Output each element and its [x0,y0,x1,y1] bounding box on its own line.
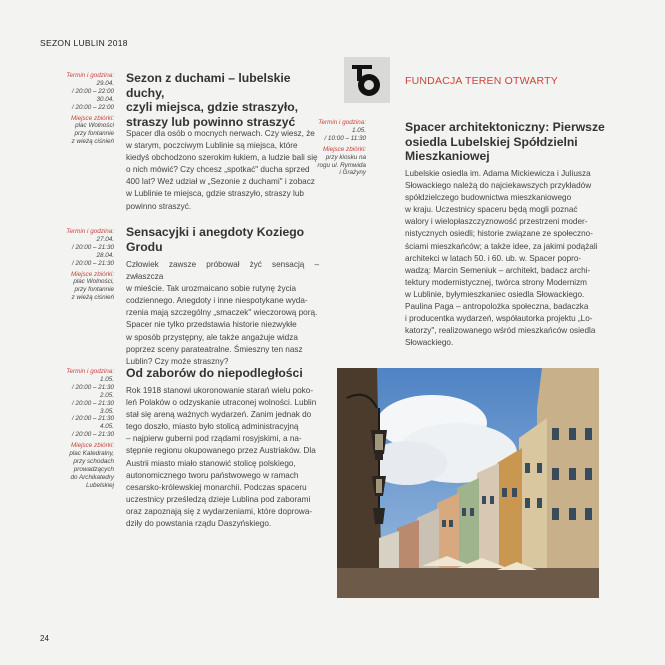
meta-value: / 20:00 – 21:30 [71,383,114,391]
meta-value: 2.05. [99,391,114,399]
event-description [126,128,319,213]
text-line: w sposób przystępny, ale także angażuje widza [126,332,298,342]
text-line: w starym, poczciwym Lublinie są miejsca, które [126,141,298,151]
text-line: Sensacyjki i anegdoty Koziego [126,225,305,239]
text-line: walory i wielopłaszczyznowość przestrzeni moder- [405,217,588,227]
text-line: w mieście. Tak urozmaicano sobie rutynę życia [126,284,297,294]
meta-value: / 20:00 – 22:00 [71,87,114,95]
teren-otwarty-logo-icon [344,57,390,103]
text-line: w kraju. Uczestnicy spaceru będą mogli poznać [405,205,578,215]
meta-value: / 20:00 – 21:30 [71,243,114,251]
text-line: architekci w latach 50. i 60. ub. w. Spacer popro- [405,253,582,263]
meta-value: plac Wolności [75,122,114,130]
text-line: Lublin? Czy może straszny? [126,356,229,366]
text-line: nistycznych osiedli; historie związane ze społeczno- [405,229,593,239]
meta-value: / 20:00 – 21:30 [71,431,114,439]
text-line: uczestnicy prześledzą dzieje Lublina pod zaborami [126,494,311,504]
meta-value: do Archikatedry [70,473,114,481]
event-title [405,120,605,164]
text-line: leń Polaków o odzyskanie utraconej wolności. Lublin [126,398,317,408]
text-line: cesarsko-królewskiej monarchii. Podczas spaceru [126,482,307,492]
text-line: Spacer dla osób o mocnych nerwach. Czy wiesz, że [126,129,315,138]
text-line: Grodu [126,239,163,254]
meta-label: Miejsce zbiórki: [70,270,114,278]
meta-value: / 20:00 – 21:30 [71,415,114,423]
meta-value: z wieżą ciśnień [71,294,114,302]
text-line: poprzez sceny parateatralne. Śmieszny ten nasz [126,344,303,354]
text-line: w Lublinie, byłymieszkaniec osiedla Słowackiego. [405,289,585,299]
text-line: katorzy", realizowanego wśród mieszkańców osiedla [405,326,596,336]
meta-value: / 20:00 – 21:30 [71,259,114,267]
text-line: – najpierw guberni pod rządami rosyjskimi, a na- [126,434,302,444]
meta-value: i Grażyny [339,169,366,177]
meta-label: Miejsce zbiórki: [70,442,114,450]
text-line: dziły do powstania rządu Daszyńskiego. [126,519,272,529]
text-line: Sezon z duchami – lubelskie duchy, [126,71,291,100]
text-line: Spacer nie tylko przedstawia historie niezwykłe [126,320,297,330]
text-line: oraz zapoznają się z wydarzeniami, które doprowa- [126,506,313,516]
text-line: codziennego. Anegdoty i inne niespotykane wyda- [126,296,308,306]
text-line: stał się areną ważnych wydarzeń. Zanim jednak do [126,410,312,420]
text-line: powinno straszyć. [126,201,192,211]
text-line: Lubelskie osiedla im. Adama Mickiewicza i Juliusza [405,169,591,178]
old-town-street-photo [337,368,599,598]
meta-value: / 20:00 – 21:30 [71,399,114,407]
meta-value: prowadzących [73,465,114,473]
meta-value: przy kiosku na [325,153,366,161]
text-line: straszy lub powinno straszyć [126,114,296,129]
event-meta [40,368,114,490]
text-line: Człowiek zawsze próbował żyć sensacją – zwłaszcza [126,260,319,282]
event-meta [40,228,114,302]
meta-label: Miejsce zbiórki: [322,145,366,153]
meta-value: / 20:00 – 22:00 [71,103,114,111]
text-line: rzenia mają szczególny „smaczek" wieczorową porą. [126,308,318,318]
meta-value: rogu ul. Rymwida [317,161,366,169]
event-title [126,225,331,254]
text-line: stępnie regionu okupowanego przez Austriaków. Dla [126,446,316,456]
text-line: czyli miejsca, gdzie straszyło, [126,100,299,115]
text-line: i producentka wydarzeń, współautorka projektu „Lo- [405,314,593,324]
meta-value: 1.05. [99,375,114,383]
text-line: Mieszkaniowej [405,149,490,164]
meta-value: 28.04. [96,251,114,259]
page-number: 24 [40,634,49,643]
text-line: ściami mieszkańców; a także idee, za jakimi podążali [405,241,598,251]
meta-label: Termin i godzina: [66,72,114,79]
meta-value: z wieżą ciśnień [71,138,114,146]
meta-value: 30.04. [96,95,114,103]
event-title [126,366,331,381]
text-line: Austrii miasto miało stanowić stolicę polskiego, [126,458,296,468]
text-line: wadzą: Marcin Semeniuk – architekt, badacz archi- [405,265,591,275]
event-description [405,168,598,349]
text-line: autonomicznego tworu państwowego w ramach [126,470,299,480]
text-line: w Lublinie te miejsca, gdzie straszyło, straszy lub [126,189,304,199]
meta-value: Lubelskiej [85,481,114,489]
meta-value: / 10:00 – 11:30 [324,134,366,142]
text-line: Spacer architektoniczny: Pierwsze [405,120,605,134]
meta-value: 29.04. [96,79,114,87]
text-line: Od zaborów do niepodległości [126,366,303,380]
text-line: tektury modernistycznej, twórca strony Modernizm [405,277,588,287]
event-meta [40,72,114,146]
event-description [126,385,319,530]
running-header: SEZON LUBLIN 2018 [40,38,128,48]
meta-value: przy fontannie [74,286,114,294]
text-line: Słowackiego. [405,338,454,348]
meta-label: Termin i godzina: [66,228,114,235]
meta-label: Termin i godzina: [66,368,114,375]
meta-value: 1.05. [351,126,366,134]
meta-value: 3.05. [99,407,114,415]
meta-value: przy fontannie [74,130,114,138]
meta-value: przy schodach [73,457,114,465]
text-line: osiedla Lubelskiej Spółdzielni [405,134,578,149]
event-meta [292,119,366,177]
meta-label: Miejsce zbiórki: [70,114,114,122]
text-line: Słowackiego należą do najciekawszych przykładów [405,181,592,191]
text-line: spółdzielczego budownictwa mieszkaniowego [405,193,572,203]
text-line: 400 lat? Weź udział w „Sezonie z duchami" i zobacz [126,177,315,187]
text-line: o nich mówić? Czy chcesz „spotkać" ducha sprzed [126,165,310,175]
organizer-name: FUNDACJA TEREN OTWARTY [405,75,558,87]
text-line: Paulina Paga – antropolożka społeczna, badaczka [405,302,589,312]
meta-value: plac Wolności, [73,278,114,286]
meta-value: plac Katedralny, [69,450,114,458]
event-description [126,259,319,368]
meta-value: 27.04. [96,235,114,243]
text-line: Rok 1918 stanowi ukoronowanie starań wielu poko- [126,386,314,395]
meta-label: Termin i godzina: [318,119,366,126]
meta-value: 4.05. [99,423,114,431]
text-line: kiedyś obchodzono szerokim łukiem, a ludzie bali się [126,153,318,163]
text-line: tego doszło, miasto było stolicą administracyjną [126,422,299,432]
